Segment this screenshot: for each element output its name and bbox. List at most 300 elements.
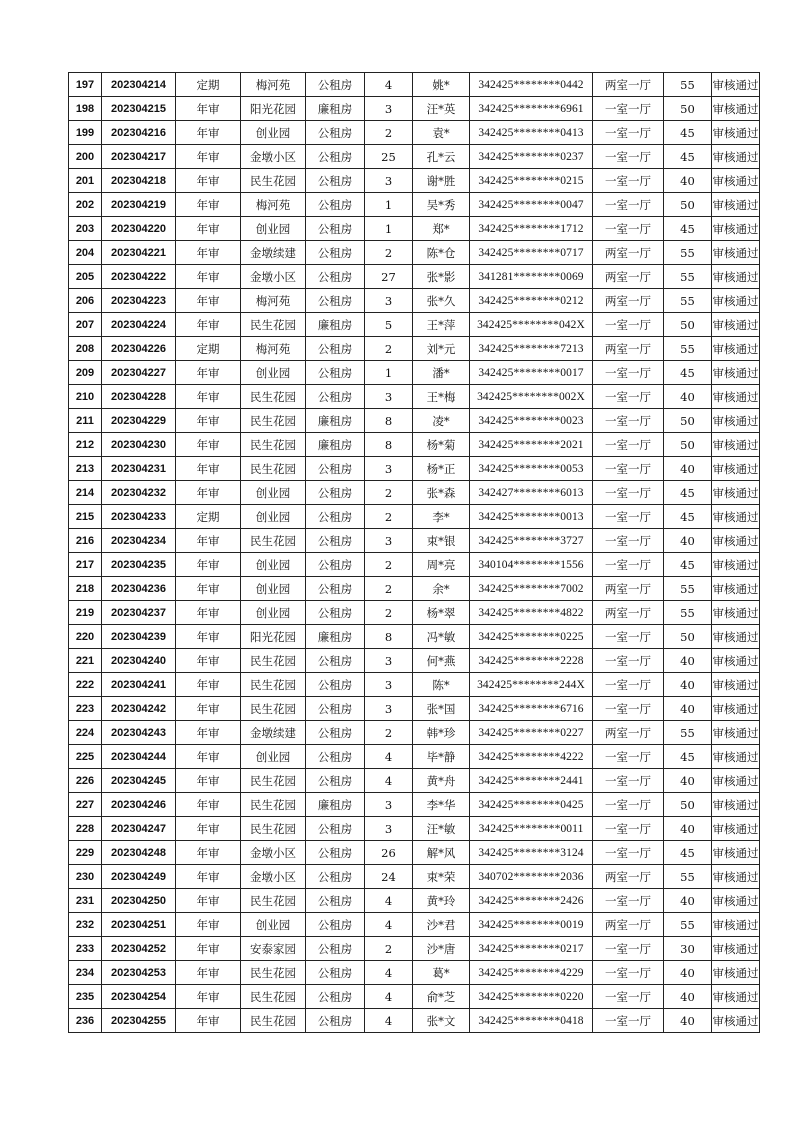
area-cell: 45 [664,841,712,865]
review-type-cell: 年审 [176,433,241,457]
review-status-cell: 审核通过 [712,769,760,793]
community-cell: 创业园 [241,913,306,937]
area-cell: 50 [664,625,712,649]
applicant-name-cell: 韩*珍 [413,721,470,745]
applicant-name-cell: 李* [413,505,470,529]
building-no-cell: 5 [365,313,413,337]
review-status-cell: 审核通过 [712,577,760,601]
housing-type-cell: 廉租房 [306,97,365,121]
unit-layout-cell: 一室一厅 [593,505,664,529]
application-no-cell: 202304224 [102,313,176,337]
unit-layout-cell: 两室一厅 [593,337,664,361]
table-row [69,577,760,601]
application-no-cell: 202304236 [102,577,176,601]
table-row [69,841,760,865]
review-status-cell: 审核通过 [712,721,760,745]
table-row [69,721,760,745]
area-cell: 50 [664,193,712,217]
table-row [69,553,760,577]
seq-no-cell: 211 [69,409,102,433]
application-no-cell: 202304235 [102,553,176,577]
unit-layout-cell: 一室一厅 [593,673,664,697]
unit-layout-cell: 一室一厅 [593,409,664,433]
table-row [69,169,760,193]
table-row [69,529,760,553]
community-cell: 创业园 [241,361,306,385]
review-status-cell: 审核通过 [712,913,760,937]
id-number-cell: 342425********4229 [470,961,593,985]
community-cell: 民生花园 [241,649,306,673]
review-status-cell: 审核通过 [712,289,760,313]
table-row [69,481,760,505]
unit-layout-cell: 一室一厅 [593,769,664,793]
seq-no-cell: 202 [69,193,102,217]
unit-layout-cell: 一室一厅 [593,481,664,505]
table-row [69,97,760,121]
area-cell: 55 [664,265,712,289]
housing-type-cell: 公租房 [306,601,365,625]
id-number-cell: 342425********042X [470,313,593,337]
unit-layout-cell: 一室一厅 [593,649,664,673]
housing-type-cell: 廉租房 [306,793,365,817]
area-cell: 40 [664,169,712,193]
applicant-name-cell: 陈*仓 [413,241,470,265]
seq-no-cell: 200 [69,145,102,169]
unit-layout-cell: 一室一厅 [593,697,664,721]
application-no-cell: 202304231 [102,457,176,481]
unit-layout-cell: 一室一厅 [593,985,664,1009]
applicant-name-cell: 王*萍 [413,313,470,337]
id-number-cell: 342425********0017 [470,361,593,385]
review-status-cell: 审核通过 [712,841,760,865]
application-no-cell: 202304255 [102,1009,176,1033]
building-no-cell: 4 [365,73,413,97]
area-cell: 40 [664,529,712,553]
unit-layout-cell: 一室一厅 [593,889,664,913]
table-row [69,745,760,769]
seq-no-cell: 197 [69,73,102,97]
housing-type-cell: 公租房 [306,673,365,697]
unit-layout-cell: 一室一厅 [593,529,664,553]
building-no-cell: 3 [365,169,413,193]
area-cell: 40 [664,457,712,481]
community-cell: 民生花园 [241,433,306,457]
unit-layout-cell: 两室一厅 [593,577,664,601]
building-no-cell: 2 [365,337,413,361]
id-number-cell: 342425********0418 [470,1009,593,1033]
housing-type-cell: 公租房 [306,529,365,553]
housing-type-cell: 廉租房 [306,409,365,433]
review-status-cell: 审核通过 [712,313,760,337]
building-no-cell: 4 [365,961,413,985]
area-cell: 30 [664,937,712,961]
unit-layout-cell: 两室一厅 [593,601,664,625]
community-cell: 民生花园 [241,673,306,697]
application-no-cell: 202304218 [102,169,176,193]
housing-type-cell: 公租房 [306,265,365,289]
review-type-cell: 年审 [176,481,241,505]
housing-type-cell: 公租房 [306,121,365,145]
review-status-cell: 审核通过 [712,553,760,577]
community-cell: 民生花园 [241,457,306,481]
table-row [69,337,760,361]
applicant-name-cell: 黄*舟 [413,769,470,793]
community-cell: 安泰家园 [241,937,306,961]
housing-type-cell: 廉租房 [306,625,365,649]
area-cell: 40 [664,649,712,673]
review-type-cell: 年审 [176,169,241,193]
id-number-cell: 342425********2441 [470,769,593,793]
building-no-cell: 25 [365,145,413,169]
table-row [69,265,760,289]
review-type-cell: 年审 [176,625,241,649]
community-cell: 梅河苑 [241,73,306,97]
unit-layout-cell: 一室一厅 [593,793,664,817]
unit-layout-cell: 一室一厅 [593,625,664,649]
review-status-cell: 审核通过 [712,73,760,97]
area-cell: 40 [664,673,712,697]
table-row [69,697,760,721]
id-number-cell: 340702********2036 [470,865,593,889]
id-number-cell: 342425********4222 [470,745,593,769]
id-number-cell: 342425********0019 [470,913,593,937]
applicant-name-cell: 郑* [413,217,470,241]
community-cell: 创业园 [241,577,306,601]
building-no-cell: 8 [365,433,413,457]
building-no-cell: 3 [365,817,413,841]
table-row [69,985,760,1009]
seq-no-cell: 216 [69,529,102,553]
community-cell: 民生花园 [241,985,306,1009]
review-status-cell: 审核通过 [712,865,760,889]
review-status-cell: 审核通过 [712,481,760,505]
review-status-cell: 审核通过 [712,985,760,1009]
seq-no-cell: 207 [69,313,102,337]
applicant-name-cell: 俞*芝 [413,985,470,1009]
review-status-cell: 审核通过 [712,817,760,841]
applicant-name-cell: 陈* [413,673,470,697]
review-type-cell: 年审 [176,817,241,841]
community-cell: 民生花园 [241,1009,306,1033]
housing-type-cell: 公租房 [306,505,365,529]
unit-layout-cell: 一室一厅 [593,217,664,241]
review-type-cell: 年审 [176,241,241,265]
building-no-cell: 8 [365,625,413,649]
community-cell: 民生花园 [241,697,306,721]
area-cell: 55 [664,73,712,97]
application-no-cell: 202304234 [102,529,176,553]
table-row [69,73,760,97]
review-type-cell: 年审 [176,913,241,937]
table-row [69,433,760,457]
housing-type-cell: 公租房 [306,73,365,97]
id-number-cell: 342425********0237 [470,145,593,169]
seq-no-cell: 223 [69,697,102,721]
id-number-cell: 342425********0442 [470,73,593,97]
applicant-name-cell: 冯*敏 [413,625,470,649]
building-no-cell: 1 [365,361,413,385]
application-no-cell: 202304250 [102,889,176,913]
area-cell: 40 [664,385,712,409]
unit-layout-cell: 两室一厅 [593,73,664,97]
area-cell: 40 [664,961,712,985]
table-row [69,409,760,433]
review-status-cell: 审核通过 [712,1009,760,1033]
area-cell: 40 [664,769,712,793]
building-no-cell: 26 [365,841,413,865]
applicant-name-cell: 姚* [413,73,470,97]
area-cell: 40 [664,697,712,721]
id-number-cell: 342425********002X [470,385,593,409]
review-type-cell: 年审 [176,697,241,721]
unit-layout-cell: 一室一厅 [593,97,664,121]
seq-no-cell: 221 [69,649,102,673]
review-status-cell: 审核通过 [712,169,760,193]
building-no-cell: 4 [365,745,413,769]
community-cell: 金墩小区 [241,265,306,289]
id-number-cell: 342425********0217 [470,937,593,961]
housing-type-cell: 公租房 [306,817,365,841]
community-cell: 阳光花园 [241,97,306,121]
review-status-cell: 审核通过 [712,433,760,457]
review-type-cell: 年审 [176,649,241,673]
area-cell: 45 [664,553,712,577]
id-number-cell: 342425********2021 [470,433,593,457]
table-row [69,121,760,145]
table-row [69,793,760,817]
unit-layout-cell: 一室一厅 [593,745,664,769]
review-status-cell: 审核通过 [712,889,760,913]
id-number-cell: 342425********0220 [470,985,593,1009]
review-status-cell: 审核通过 [712,457,760,481]
id-number-cell: 341281********0069 [470,265,593,289]
housing-type-cell: 公租房 [306,241,365,265]
review-status-cell: 审核通过 [712,625,760,649]
review-status-cell: 审核通过 [712,673,760,697]
id-number-cell: 342425********7213 [470,337,593,361]
table-row [69,649,760,673]
community-cell: 金墩续建 [241,721,306,745]
id-number-cell: 342425********4822 [470,601,593,625]
application-no-cell: 202304239 [102,625,176,649]
review-type-cell: 年审 [176,409,241,433]
application-no-cell: 202304220 [102,217,176,241]
seq-no-cell: 225 [69,745,102,769]
building-no-cell: 3 [365,97,413,121]
review-type-cell: 年审 [176,97,241,121]
seq-no-cell: 222 [69,673,102,697]
applicant-name-cell: 葛* [413,961,470,985]
community-cell: 民生花园 [241,961,306,985]
seq-no-cell: 229 [69,841,102,865]
review-type-cell: 定期 [176,505,241,529]
applicant-name-cell: 刘*元 [413,337,470,361]
area-cell: 50 [664,793,712,817]
table-row [69,601,760,625]
review-type-cell: 年审 [176,865,241,889]
table-row [69,817,760,841]
id-number-cell: 342425********0047 [470,193,593,217]
table-row [69,937,760,961]
table-row [69,313,760,337]
community-cell: 梅河苑 [241,337,306,361]
review-status-cell: 审核通过 [712,337,760,361]
building-no-cell: 3 [365,673,413,697]
review-status-cell: 审核通过 [712,385,760,409]
housing-type-cell: 公租房 [306,289,365,313]
id-number-cell: 342425********0717 [470,241,593,265]
id-number-cell: 342425********0227 [470,721,593,745]
community-cell: 梅河苑 [241,193,306,217]
review-status-cell: 审核通过 [712,793,760,817]
review-type-cell: 年审 [176,673,241,697]
building-no-cell: 1 [365,217,413,241]
housing-type-cell: 公租房 [306,697,365,721]
application-no-cell: 202304248 [102,841,176,865]
review-type-cell: 年审 [176,529,241,553]
community-cell: 创业园 [241,481,306,505]
community-cell: 民生花园 [241,313,306,337]
review-status-cell: 审核通过 [712,193,760,217]
housing-type-cell: 公租房 [306,961,365,985]
application-no-cell: 202304251 [102,913,176,937]
application-no-cell: 202304240 [102,649,176,673]
review-type-cell: 年审 [176,265,241,289]
unit-layout-cell: 两室一厅 [593,289,664,313]
review-status-cell: 审核通过 [712,745,760,769]
id-number-cell: 342425********0413 [470,121,593,145]
housing-type-cell: 公租房 [306,481,365,505]
area-cell: 55 [664,337,712,361]
housing-type-cell: 公租房 [306,577,365,601]
area-cell: 45 [664,121,712,145]
id-number-cell: 342425********2228 [470,649,593,673]
review-type-cell: 年审 [176,121,241,145]
application-no-cell: 202304245 [102,769,176,793]
area-cell: 45 [664,217,712,241]
review-status-cell: 审核通过 [712,529,760,553]
review-type-cell: 年审 [176,841,241,865]
applicant-name-cell: 何*燕 [413,649,470,673]
housing-type-cell: 公租房 [306,865,365,889]
area-cell: 50 [664,433,712,457]
application-no-cell: 202304217 [102,145,176,169]
id-number-cell: 342425********3124 [470,841,593,865]
table-row [69,1009,760,1033]
unit-layout-cell: 一室一厅 [593,1009,664,1033]
table-row [69,457,760,481]
housing-type-cell: 廉租房 [306,433,365,457]
housing-type-cell: 廉租房 [306,313,365,337]
review-type-cell: 年审 [176,385,241,409]
area-cell: 45 [664,361,712,385]
area-cell: 50 [664,409,712,433]
review-status-cell: 审核通过 [712,241,760,265]
seq-no-cell: 224 [69,721,102,745]
applicant-name-cell: 张*久 [413,289,470,313]
housing-type-cell: 公租房 [306,937,365,961]
applicant-name-cell: 袁* [413,121,470,145]
table-row [69,385,760,409]
review-type-cell: 年审 [176,1009,241,1033]
seq-no-cell: 234 [69,961,102,985]
seq-no-cell: 210 [69,385,102,409]
housing-type-cell: 公租房 [306,985,365,1009]
housing-type-cell: 公租房 [306,193,365,217]
application-no-cell: 202304216 [102,121,176,145]
review-type-cell: 年审 [176,961,241,985]
review-status-cell: 审核通过 [712,145,760,169]
table-row [69,673,760,697]
id-number-cell: 342425********0425 [470,793,593,817]
unit-layout-cell: 一室一厅 [593,361,664,385]
building-no-cell: 8 [365,409,413,433]
area-cell: 55 [664,913,712,937]
building-no-cell: 3 [365,697,413,721]
community-cell: 民生花园 [241,889,306,913]
building-no-cell: 27 [365,265,413,289]
housing-type-cell: 公租房 [306,385,365,409]
applicant-name-cell: 张*森 [413,481,470,505]
review-type-cell: 年审 [176,601,241,625]
seq-no-cell: 226 [69,769,102,793]
housing-type-cell: 公租房 [306,841,365,865]
review-status-cell: 审核通过 [712,361,760,385]
community-cell: 创业园 [241,601,306,625]
building-no-cell: 2 [365,481,413,505]
id-number-cell: 342425********0225 [470,625,593,649]
building-no-cell: 2 [365,601,413,625]
table-row [69,625,760,649]
applicant-name-cell: 杨*正 [413,457,470,481]
application-no-cell: 202304215 [102,97,176,121]
review-type-cell: 年审 [176,553,241,577]
seq-no-cell: 230 [69,865,102,889]
table-row [69,217,760,241]
table-row [69,889,760,913]
application-no-cell: 202304242 [102,697,176,721]
unit-layout-cell: 两室一厅 [593,913,664,937]
housing-type-cell: 公租房 [306,553,365,577]
seq-no-cell: 228 [69,817,102,841]
applicant-name-cell: 谢*胜 [413,169,470,193]
community-cell: 民生花园 [241,169,306,193]
area-cell: 50 [664,97,712,121]
unit-layout-cell: 一室一厅 [593,121,664,145]
community-cell: 金墩小区 [241,865,306,889]
review-status-cell: 审核通过 [712,961,760,985]
unit-layout-cell: 两室一厅 [593,265,664,289]
review-status-cell: 审核通过 [712,697,760,721]
area-cell: 45 [664,481,712,505]
community-cell: 民生花园 [241,817,306,841]
applicant-name-cell: 汪*敏 [413,817,470,841]
building-no-cell: 2 [365,937,413,961]
seq-no-cell: 206 [69,289,102,313]
table-row [69,361,760,385]
seq-no-cell: 232 [69,913,102,937]
building-no-cell: 3 [365,385,413,409]
building-no-cell: 2 [365,721,413,745]
unit-layout-cell: 一室一厅 [593,145,664,169]
unit-layout-cell: 一室一厅 [593,841,664,865]
application-no-cell: 202304243 [102,721,176,745]
building-no-cell: 2 [365,553,413,577]
housing-type-cell: 公租房 [306,217,365,241]
id-number-cell: 342425********7002 [470,577,593,601]
applicant-name-cell: 李*华 [413,793,470,817]
housing-type-cell: 公租房 [306,457,365,481]
